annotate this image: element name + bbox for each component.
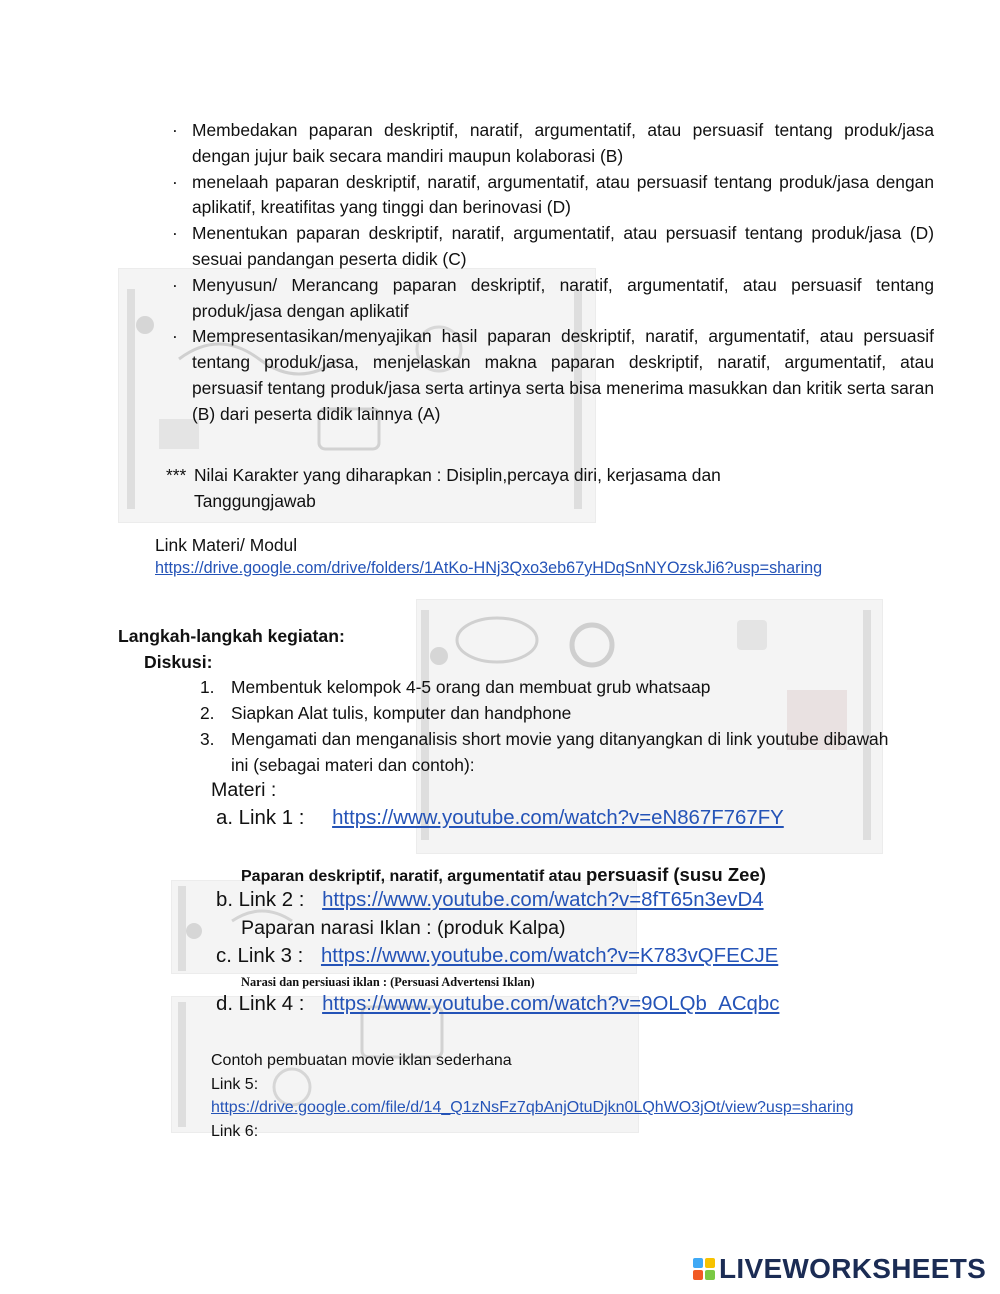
- youtube-link-3[interactable]: https://www.youtube.com/watch?v=K783vQFECJE: [320, 945, 779, 967]
- asterisk-marker: ***: [166, 465, 187, 485]
- youtube-link-2[interactable]: https://www.youtube.com/watch?v=8fT65n3evD4: [322, 889, 764, 911]
- step-text: Siapkan Alat tulis, komputer dan handphone: [231, 703, 572, 723]
- objective-text: Menyusun/ Merancang paparan deskriptif, naratif, argumentatif, atau persuasif tentang produk/jasa dengan aplikatif: [192, 274, 934, 321]
- link-label: d. Link 4 :: [216, 993, 305, 1015]
- objective-text: Mempresentasikan/menyajikan hasil paparan deskriptif, naratif, argumentatif, atau persuasif tentang produk/jasa, menjelaskan makna paparan deskriptif, naratif, argumentatif, atau persuasif tentang produk/jasa serta artinya serta bisa menerima masukkan dan kritik serta saran (B) dari peserta didik lainnya (A): [192, 326, 934, 424]
- bullet-marker: ·: [172, 274, 178, 295]
- objective-item: [172, 324, 934, 427]
- link-1-caption: [241, 864, 766, 886]
- video-link-row: [216, 993, 779, 1016]
- video-link-row: [216, 945, 778, 968]
- link-materi-label: Link Materi/ Modul: [155, 535, 298, 555]
- objective-item: [172, 273, 934, 325]
- link-label: b. Link 2 :: [216, 889, 305, 911]
- materi-drive-link[interactable]: https://drive.google.com/drive/folders/1AtKo-HNj3Qxo3eb67yHDqSnNYOzskJi6?usp=sharing: [155, 559, 823, 577]
- objective-text: Menentukan paparan deskriptif, naratif, argumentatif, atau persuasif tentang produk/jasa (D) sesuai pandangan peserta didik (C): [192, 223, 934, 269]
- caption-text: Paparan deskriptif, naratif, argumentatif atau: [241, 868, 582, 885]
- step-item: [200, 674, 900, 700]
- bullet-marker: ·: [172, 223, 178, 244]
- link-6-label: Link 6:: [211, 1122, 259, 1140]
- objective-item: [172, 170, 934, 222]
- link-label: c. Link 3 :: [216, 945, 304, 967]
- materi-label: Materi :: [211, 779, 277, 801]
- step-number: 2.: [200, 703, 215, 723]
- link-materi-url[interactable]: [155, 559, 822, 578]
- step-number: 1.: [200, 677, 215, 697]
- step-item: [200, 700, 900, 726]
- youtube-link-1[interactable]: https://www.youtube.com/watch?v=eN867F767FY: [332, 807, 784, 829]
- step-text: Mengamati dan menganalisis short movie yang ditanyangkan di link youtube dibawah ini (sebagai materi dan contoh):: [231, 729, 889, 775]
- logo-mark-icon: [693, 1258, 715, 1280]
- link-label: a. Link 1 :: [216, 807, 305, 829]
- langkah-heading: Langkah-langkah kegiatan:: [118, 626, 345, 646]
- nilai-karakter-text: Nilai Karakter yang diharapkan : Disiplin,percaya diri, kerjasama dan Tanggungjawab: [194, 465, 721, 511]
- objective-item: [172, 221, 934, 273]
- video-link-row: [216, 807, 784, 830]
- liveworksheets-logo: [693, 1253, 986, 1285]
- step-item: [200, 726, 901, 778]
- caption-text-large: persuasif (susu Zee): [585, 864, 766, 885]
- steps-list: [200, 674, 900, 778]
- bullet-marker: ·: [172, 326, 178, 347]
- objective-item: [172, 118, 934, 170]
- objective-text: menelaah paparan deskriptif, naratif, argumentatif, atau persuasif tentang produk/jasa dengan aplikatif, kreatifitas yang tinggi dan berinovasi (D): [192, 171, 934, 218]
- nilai-karakter: [166, 462, 806, 514]
- diskusi-heading: Diskusi:: [144, 652, 213, 672]
- objectives-list: [172, 118, 934, 428]
- bullet-marker: ·: [172, 171, 178, 192]
- video-link-row: [216, 889, 764, 912]
- link-2-caption: Paparan narasi Iklan : (produk Kalpa): [241, 917, 566, 939]
- link-3-caption: Narasi dan persiuasi iklan : (Persuasi Advertensi Iklan): [241, 975, 535, 989]
- logo-text: LIVEWORKSHEETS: [719, 1253, 987, 1284]
- bullet-marker: ·: [172, 120, 178, 140]
- youtube-link-4[interactable]: https://www.youtube.com/watch?v=9OLQb_ACqbc: [322, 993, 780, 1015]
- link-5-label: Link 5:: [211, 1075, 259, 1093]
- step-number: 3.: [200, 729, 215, 749]
- objective-text: Membedakan paparan deskriptif, naratif, argumentatif, atau persuasif tentang produk/jasa dengan jujur baik secara mandiri maupun kolaborasi (B): [192, 120, 934, 166]
- contoh-section: [211, 1049, 854, 1143]
- step-text: Membentuk kelompok 4-5 orang dan membuat grub whatsaap: [231, 677, 711, 697]
- contoh-title: Contoh pembuatan movie iklan sederhana: [211, 1052, 512, 1069]
- drive-link-5[interactable]: https://drive.google.com/file/d/14_Q1zNsFz7qbAnjOtuDjkn0LQhWO3jOt/view?usp=sharing: [211, 1099, 854, 1116]
